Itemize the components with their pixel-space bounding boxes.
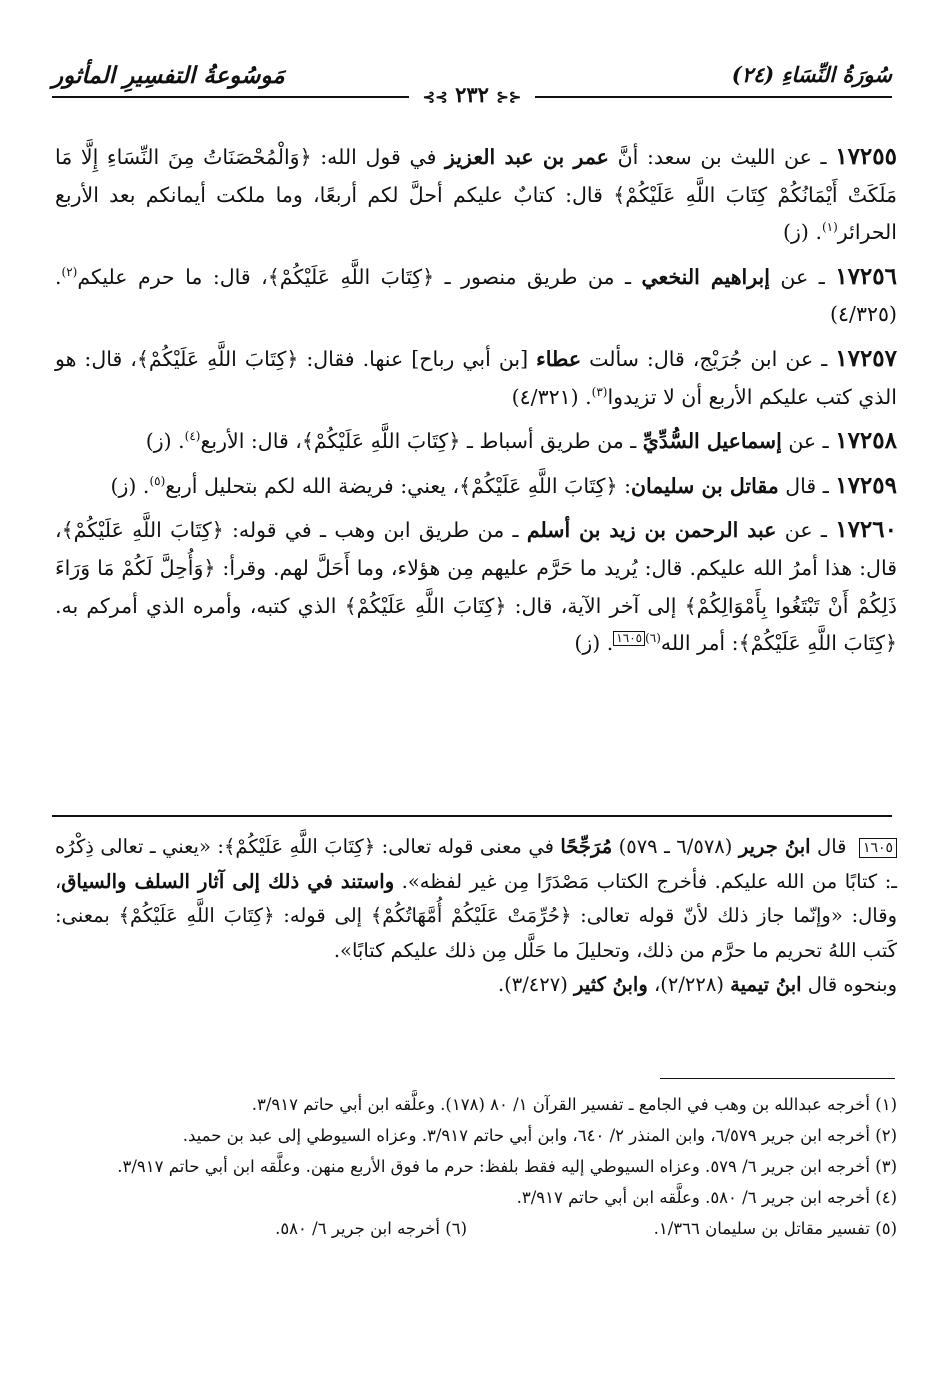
narration-number: ١٧٢٦٠	[835, 516, 897, 544]
narrator-name: عبد الرحمن بن زيد بن أسلم	[526, 518, 777, 543]
ornament-icon: ⊱⊱	[496, 88, 522, 106]
narration-number: ١٧٢٥٧	[835, 344, 898, 372]
narration-number: ١٧٢٥٦	[835, 262, 897, 290]
footnote-ref: (٤)	[184, 429, 201, 444]
commentary-separator	[52, 815, 892, 817]
quran-quote: ﴿كِتَابَ اللَّهِ عَلَيْكُمْ﴾	[738, 631, 897, 656]
quran-quote: ﴿كِتَابَ اللَّهِ عَلَيْكُمْ﴾	[267, 264, 435, 289]
footnotes	[55, 1090, 897, 1245]
quran-quote: ﴿حُرِّمَتْ عَلَيْكُمْ أُمَّهَاتُكُمْ﴾	[370, 904, 572, 927]
narrator-name: عطاء	[536, 346, 582, 371]
quran-quote: ﴿كِتَابَ اللَّهِ عَلَيْكُمْ﴾	[459, 473, 618, 498]
narration-number: ١٧٢٥٩	[835, 471, 897, 499]
quran-quote: ﴿كِتَابَ اللَّهِ عَلَيْكُمْ﴾	[301, 429, 461, 454]
page-number: ٢٣٢	[455, 82, 489, 107]
footnote: (٥) تفسير مقاتل بن سليمان ١/٣٦٦.	[653, 1219, 897, 1238]
narration-number: ١٧٢٥٥	[835, 143, 897, 170]
narration-entry: ١٧٢٥٨ ـ عن إسماعيل السُّدِّيِّ ـ من طريق أسباط ـ ﴿كِتَابَ اللَّهِ عَلَيْكُمْ﴾، قال: الأربع$^{(٤)}$. (ز)	[145, 427, 897, 455]
footnote-ref: (١)	[821, 220, 838, 235]
narration-entry: ١٧٢٥٩ ـ قال مقاتل بن سليمان: ﴿كِتَابَ اللَّهِ عَلَيْكُمْ﴾، يعني: فريضة الله لكم بتحليل أربع$^{(٥)}$. (ز)	[110, 471, 897, 499]
footnote-row	[55, 1214, 897, 1243]
commentary-line: وبنحوه قال ابنُ تيمية (٢/٢٢٨)، وابنُ كثير (٣/٤٢٧).	[497, 973, 897, 996]
quran-quote: ﴿وَالْمُحْصَنَاتُ مِنَ النِّسَاءِ إِلَّا مَا مَلَكَتْ أَيْمَانُكُمْ كِتَابَ اللَّهِ عَلَيْكُمْ﴾	[55, 145, 898, 207]
surah-header: سُورَةُ النِّسَاءِ (٢٤)	[731, 62, 892, 87]
footnote: (٢) أخرجه ابن جرير ٦/٥٧٩، وابن المنذر ٢/ ٦٤٠، وابن أبي حاتم ٣/٩١٧. وعزاه السيوطي إلى عبد بن حميد.	[182, 1126, 897, 1145]
ornament-icon: ⊰⊰	[422, 88, 448, 106]
commentary-number-box: ١٦٠٥	[859, 838, 897, 858]
footnote-ref: (٦)	[645, 631, 661, 646]
quran-quote: ﴿كِتَابَ اللَّهِ عَلَيْكُمْ﴾	[118, 904, 275, 927]
footnote: (١) أخرجه عبدالله بن وهب في الجامع ـ تفسير القرآن ١/ ٨٠ (١٧٨). وعلَّقه ابن أبي حاتم ٣/٩١٧.	[251, 1095, 897, 1114]
main-text	[55, 138, 897, 669]
narrator-name: مقاتل بن سليمان	[631, 473, 779, 498]
page-number-block	[409, 82, 536, 107]
narration-entry: ١٧٢٦٠ ـ عن عبد الرحمن بن زيد بن أسلم ـ من طريق ابن وهب ـ في قوله: ﴿كِتَابَ اللَّهِ عَلَيْكُمْ﴾، قال: هذا أمرُ الله عليكم. قال: يُريد ما حَرَّم عليهم مِن هؤلاء، وما أَحَلَّ لهم. وقرأ: ﴿وَأُحِلَّ لَكُمْ مَا وَرَاءَ ذَلِكُمْ أَنْ تَبْتَغُوا بِأَمْوَالِكُمْ﴾ إلى آخر الآية، قال: ﴿كِتَابَ اللَّهِ عَلَيْكُمْ﴾ الذي كتبه، وأمره الذي أمركم به. ﴿كِتَابَ اللَّهِ عَلَيْكُمْ﴾: أمر الله$^{(٦)}$١٦٠٥. (ز)	[55, 516, 897, 656]
footnote: (٤) أخرجه ابن جرير ٦/ ٥٨٠. وعلَّقه ابن أبي حاتم ٣/٩١٧.	[516, 1188, 897, 1207]
footnote: (٦) أخرجه ابن جرير ٦/ ٥٨٠.	[275, 1219, 467, 1238]
narrator-name: إبراهيم النخعي	[641, 264, 770, 289]
narration-entry: ١٧٢٥٧ ـ عن ابن جُرَيْج، قال: سألت عطاء [بن أبي رباح] عنها. فقال: ﴿كِتَابَ اللَّهِ عَلَيْكُمْ﴾، قال: هو الذي كتب عليكم الأربع أن لا تزيدوا$^{(٣)}$. (٤/٣٢١)	[55, 344, 898, 409]
running-header	[52, 60, 892, 107]
narration-entry: ١٧٢٥٥ ـ عن الليث بن سعد: أنَّ عمر بن عبد العزيز في قول الله: ﴿وَالْمُحْصَنَاتُ مِنَ النِّسَاءِ إِلَّا مَا مَلَكَتْ أَيْمَانُكُمْ كِتَابَ اللَّهِ عَلَيْكُمْ﴾ قال: كتابٌ عليكم أحلَّ لكم أربعًا، وما ملكت أيمانكم بعد الأربع الحرائر$^{(١)}$. (ز)	[55, 143, 898, 245]
footnote-separator	[660, 1078, 895, 1079]
quran-quote: ﴿كِتَابَ اللَّهِ عَلَيْكُمْ﴾	[61, 518, 224, 543]
narrator-name: إسماعيل السُّدِّيِّ	[642, 429, 782, 454]
book-title: مَوسُوعةُ التفسِيرِ المأثور	[52, 62, 285, 89]
footnote: (٣) أخرجه ابن جرير ٦/ ٥٧٩. وعزاه السيوطي إليه فقط بلفظ: حرم ما فوق الأربع منهن. وعلَّقه ابن أبي حاتم ٣/٩١٧.	[117, 1157, 897, 1176]
commentary-note: ١٦٠٥ قال ابنُ جرير (٦/٥٧٨ ـ ٥٧٩) مُرَجِّحًا في معنى قوله تعالى: ﴿كِتَابَ اللَّهِ عَلَيْكُمْ﴾: «يعني ـ تعالى ذِكْرُه ـ: كتابًا من الله عليكم. فأخرج الكتاب مَصْدَرًا مِن غير لفظه». واستند في ذلك إلى آثار السلف والسياق، وقال: «وإنّما جاز ذلك لأنّ قوله تعالى: ﴿حُرِّمَتْ عَلَيْكُمْ أُمَّهَاتُكُمْ﴾ إلى قوله: ﴿كِتَابَ اللَّهِ عَلَيْكُمْ﴾ بمعنى: كَتب اللهُ تحريم ما حرَّم من ذلك، وتحليلَ ما حَلَّل مِن ذلك عليكم كتابًا». وبنحوه قال ابنُ تيمية (٢/٢٢٨)، وابنُ كثير (٣/٤٢٧).	[55, 830, 897, 1003]
commentary-ref-box: ١٦٠٥	[613, 631, 645, 646]
narrator-name: عمر بن عبد العزيز	[445, 145, 609, 169]
narration-entry: ١٧٢٥٦ ـ عن إبراهيم النخعي ـ من طريق منصور ـ ﴿كِتَابَ اللَّهِ عَلَيْكُمْ﴾، قال: ما حرم عليكم$^{(٢)}$. (٤/٣٢٥)	[55, 262, 897, 327]
narration-number: ١٧٢٥٨	[835, 427, 897, 455]
quran-quote: ﴿وَأُحِلَّ لَكُمْ مَا وَرَاءَ ذَلِكُمْ أَنْ تَبْتَغُوا بِأَمْوَالِكُمْ﴾	[55, 555, 897, 618]
footnote-ref: (٢)	[61, 264, 78, 279]
quran-quote: ﴿كِتَابَ اللَّهِ عَلَيْكُمْ﴾	[136, 346, 299, 371]
footnote-ref: (٥)	[149, 473, 166, 488]
quran-quote: ﴿كِتَابَ اللَّهِ عَلَيْكُمْ﴾	[223, 835, 376, 858]
footnote-ref: (٣)	[591, 384, 608, 399]
quran-quote: ﴿كِتَابَ اللَّهِ عَلَيْكُمْ﴾	[344, 593, 507, 618]
